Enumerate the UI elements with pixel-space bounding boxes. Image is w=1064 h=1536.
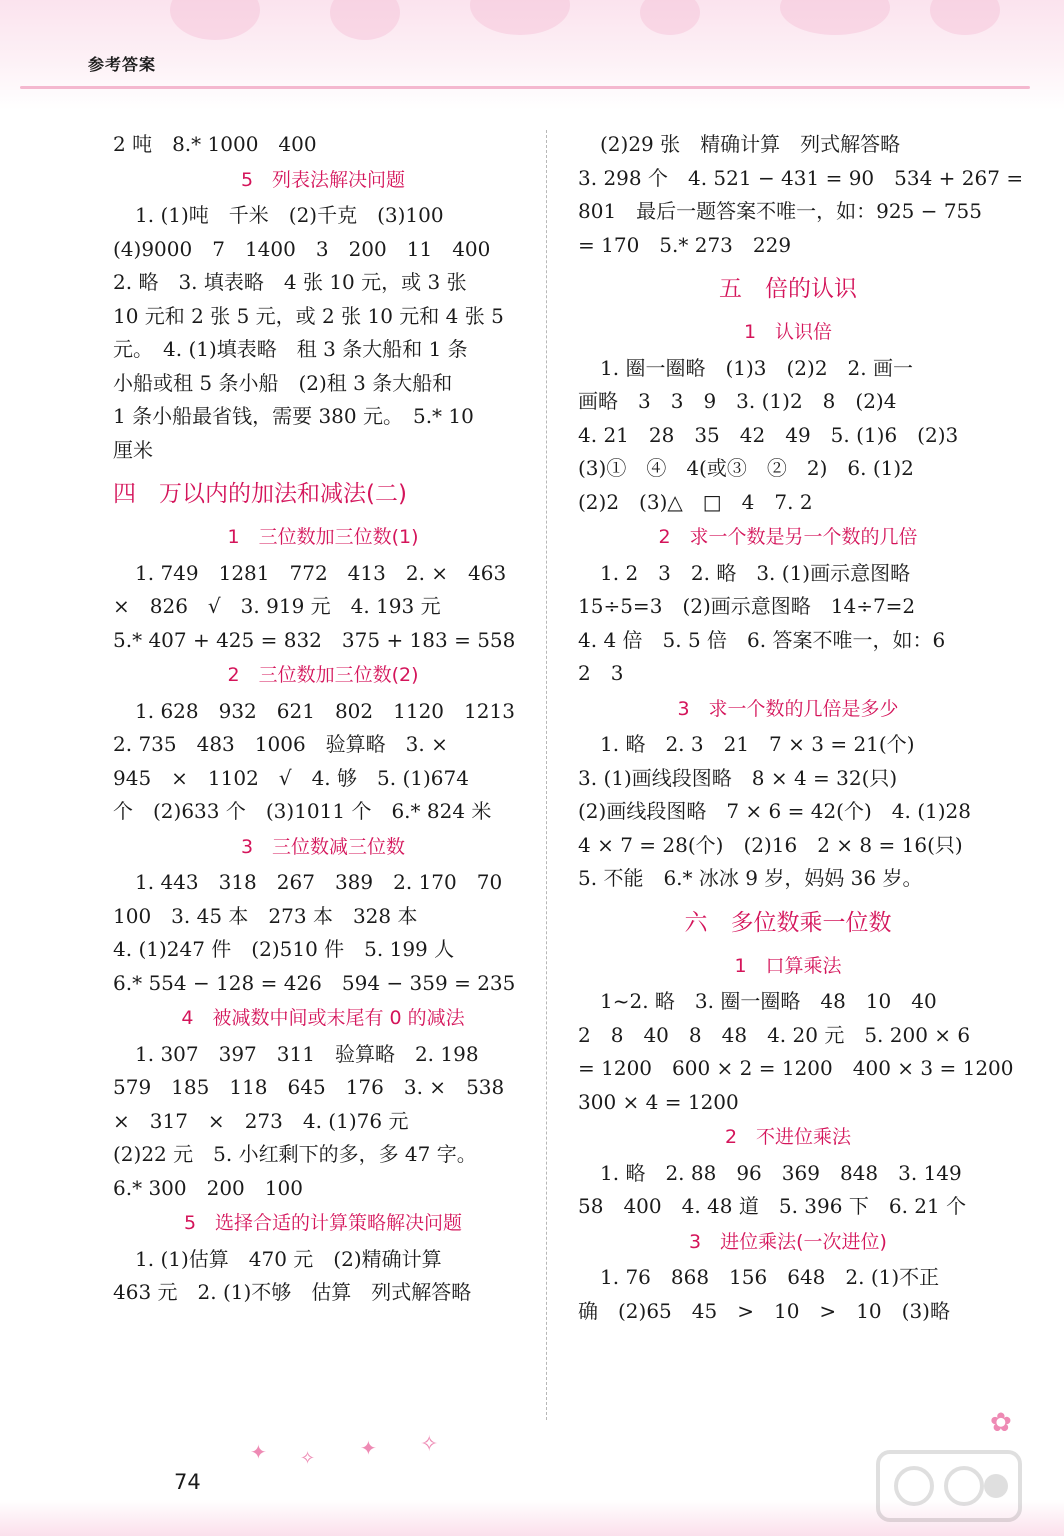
- flower-decoration-icon: ✿: [990, 1408, 1012, 1438]
- answer-line: 个 (2)633 个 (3)1011 个 6.* 824 米: [113, 799, 492, 823]
- section-heading: 5 选择合适的计算策略解决问题: [183, 1212, 463, 1234]
- column-divider: [546, 130, 547, 1420]
- answer-line: 100 3. 45 本 273 本 328 本: [113, 903, 418, 928]
- section-heading: 2 求一个数是另一个数的几倍: [658, 526, 918, 548]
- answer-line: 1. 628 932 621 802 1120 1213: [135, 698, 515, 723]
- section-heading: 5 列表法解决问题: [240, 168, 406, 191]
- answer-line: (2)2 (3)△ □ 4 7. 2: [578, 489, 813, 514]
- answer-line: 1. 圈一圈略 (1)3 (2)2 2. 画一: [600, 355, 913, 380]
- answer-line: 1. 略 2. 3 21 7 × 3 = 21(个): [600, 732, 915, 756]
- answer-line: 1. 2 3 2. 略 3. (1)画示意图略: [600, 560, 911, 585]
- answer-line: (3)① ④ 4(或③ ② 2) 6. (1)2: [578, 456, 914, 480]
- answer-line: 1~2. 略 3. 圈一圈略 48 10 40: [600, 989, 937, 1013]
- section-heading: 3 三位数减三位数: [240, 835, 406, 858]
- answer-line: 2 3: [578, 661, 624, 685]
- answer-line: 小船或租 5 条小船 (2)租 3 条大船和: [113, 370, 453, 395]
- answer-line: 2. 735 483 1006 验算略 3. ×: [113, 732, 448, 756]
- answer-line: 元。 4. (1)填表略 租 3 条大船和 1 条: [113, 337, 468, 361]
- section-heading: 1 三位数加三位数(1): [227, 526, 419, 548]
- answer-line: 945 × 1102 √ 4. 够 5. (1)674: [113, 765, 469, 790]
- answer-line: 1. 76 868 156 648 2. (1)不正: [600, 1265, 940, 1289]
- answer-line: 579 185 118 645 176 3. × 538: [113, 1075, 505, 1099]
- answer-line: 463 元 2. (1)不够 估算 列式解答略: [113, 1280, 472, 1304]
- answer-line: 3. (1)画线段图略 8 × 4 = 32(只): [578, 765, 898, 790]
- header-rule: [20, 86, 1030, 89]
- answer-line: 1. (1)吨 千米 (2)千克 (3)100: [135, 203, 444, 227]
- answer-line: 5. 不能 6.* 冰冰 9 岁，妈妈 36 岁。: [578, 866, 923, 890]
- star-decoration-icon: ✧: [300, 1448, 316, 1469]
- chapter-heading: 五 倍的认识: [719, 276, 857, 302]
- section-heading: 4 被减数中间或末尾有 0 的减法: [181, 1007, 465, 1029]
- watermark-logo-icon: [874, 1446, 1024, 1526]
- answer-line: 1. 443 318 267 389 2. 170 70: [135, 870, 503, 894]
- page-number: 74: [174, 1470, 201, 1494]
- section-heading: 3 求一个数的几倍是多少: [677, 697, 899, 720]
- answer-line: 1. (1)估算 470 元 (2)精确计算: [135, 1246, 442, 1271]
- answer-line: 确 (2)65 45 > 10 > 10 (3)略: [578, 1298, 950, 1323]
- answer-line: 300 × 4 = 1200: [578, 1089, 739, 1114]
- section-heading: 3 进位乘法(一次进位): [689, 1230, 887, 1253]
- answer-line: 画略 3 3 9 3. (1)2 8 (2)4: [578, 389, 897, 413]
- section-heading: 1 认识倍: [743, 321, 833, 343]
- answer-line: 10 元和 2 张 5 元，或 2 张 10 元和 4 张 5: [113, 303, 504, 328]
- answer-line: × 317 × 273 4. (1)76 元: [113, 1108, 409, 1133]
- section-heading: 2 三位数加三位数(2): [227, 664, 419, 686]
- answer-line: 6.* 300 200 100: [113, 1175, 303, 1200]
- answer-line: (2)29 张 精确计算 列式解答略: [600, 132, 901, 156]
- answer-line: 1. 略 2. 88 96 369 848 3. 149: [600, 1160, 962, 1185]
- answer-line: 4. 21 28 35 42 49 5. (1)6 (2)3: [578, 422, 959, 447]
- answer-line: × 826 √ 3. 919 元 4. 193 元: [113, 594, 441, 618]
- header-label: 参考答案: [88, 55, 157, 74]
- answer-line: (4)9000 7 1400 3 200 11 400: [113, 236, 491, 261]
- answer-line: 1 条小船最省钱，需要 380 元。 5.* 10: [113, 404, 474, 428]
- answer-line: 厘米: [113, 437, 153, 462]
- right-column: [578, 128, 1024, 1328]
- answer-line: 4 × 7 = 28(个) (2)16 2 × 8 = 16(只): [578, 832, 963, 857]
- answer-line: 2 8 40 8 48 4. 20 元 5. 200 × 6: [578, 1022, 971, 1047]
- answer-line: 15÷5=3 (2)画示意图略 14÷7=2: [578, 594, 916, 618]
- section-heading: 1 口算乘法: [734, 954, 842, 977]
- answer-line: (2)22 元 5. 小红剩下的多，多 47 字。: [113, 1142, 477, 1166]
- section-heading: 2 不进位乘法: [724, 1126, 852, 1148]
- left-column: [113, 128, 533, 1310]
- answer-line: 6.* 554 − 128 = 426 594 − 359 = 235: [113, 970, 516, 995]
- star-decoration-icon: ✦: [250, 1440, 267, 1464]
- answer-line: 1. 749 1281 772 413 2. × 463: [135, 560, 507, 585]
- header-decoration: [0, 0, 1064, 110]
- answer-line: 4. 4 倍 5. 5 倍 6. 答案不唯一，如：6: [578, 627, 946, 652]
- answer-line: 4. (1)247 件 (2)510 件 5. 199 人: [113, 937, 455, 961]
- star-decoration-icon: ✦: [360, 1436, 377, 1460]
- answer-line: 1. 307 397 311 验算略 2. 198: [135, 1041, 479, 1066]
- star-decoration-icon: ✧: [420, 1432, 439, 1457]
- answer-line: 801 最后一题答案不唯一，如：925 − 755: [578, 199, 982, 223]
- answer-line: 2. 略 3. 填表略 4 张 10 元，或 3 张: [113, 270, 467, 294]
- answer-line: = 1200 600 × 2 = 1200 400 × 3 = 1200: [578, 1056, 1014, 1080]
- chapter-heading: 六 多位数乘一位数: [684, 909, 892, 936]
- chapter-heading: 四 万以内的加法和减法(二): [113, 481, 407, 507]
- answer-line: = 170 5.* 273 229: [578, 232, 792, 257]
- answer-line: 58 400 4. 48 道 5. 396 下 6. 21 个: [578, 1194, 967, 1218]
- answer-line: 2 吨 8.* 1000 400: [113, 132, 317, 156]
- answer-line: 5.* 407 + 425 = 832 375 + 183 = 558: [113, 627, 516, 652]
- answer-line: (2)画线段图略 7 × 6 = 42(个) 4. (1)28: [578, 799, 971, 823]
- answer-line: 3. 298 个 4. 521 − 431 = 90 534 + 267 =: [578, 165, 1024, 190]
